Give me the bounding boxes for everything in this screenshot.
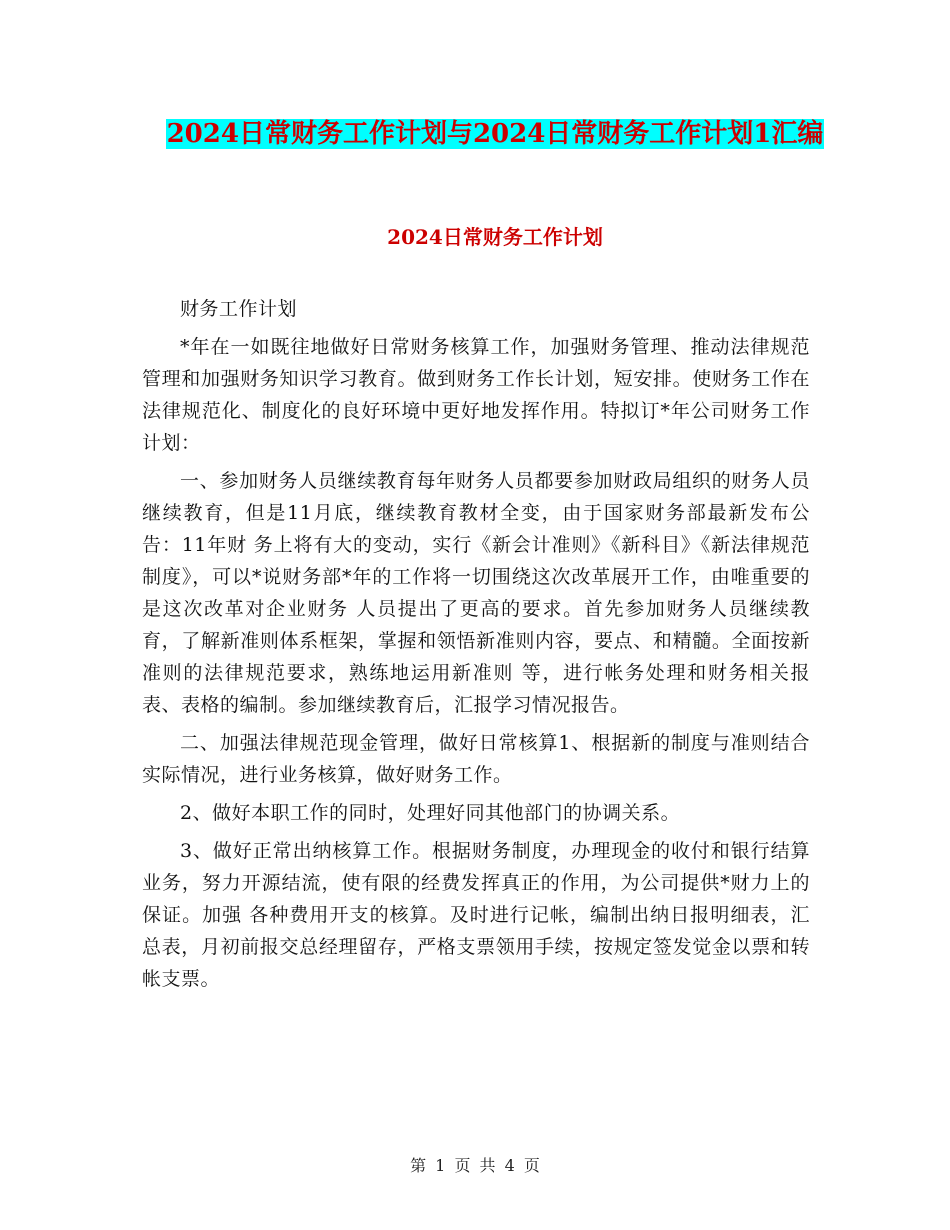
title-highlight: 2024日常财务工作计划与2024日常财务工作计划1汇编: [166, 119, 824, 149]
section-title: 2024日常财务工作计划: [387, 225, 603, 249]
paragraph-item-2-3: 3、做好正常出纳核算工作。根据财务制度，办理现金的收付和银行结算业务，努力开源结流，使有限的经费发挥真正的作用，为公司提供*财力上的保证。加强 各种费用开支的核算。及时进行记帐，编制出纳日报明细表，汇总表，月初前报交总经理留存，严格支票领用手续，按规定签发觉金以票和转帐支票。: [142, 840, 810, 990]
page-number-footer: 第 1 页 共 4 页: [410, 1156, 540, 1175]
paragraph-item-2: 二、加强法律规范现金管理，做好日常核算1、根据新的制度与准则结合实际情况，进行业务核算，做好财务工作。: [142, 732, 810, 786]
paragraph-item-1: 一、参加财务人员继续教育每年财务人员都要参加财政局组织的财务人员继续教育，但是11月底，继续教育教材全变，由于国家财务部最新发布公告：11年财 务上将有大的变动，实行《新会计准则》《新科目》《新法律规范制度》，可以*说财务部*年的工作将一切围绕这次改革展开工作，由唯重要的是这次改革对企业财务 人员提出了更高的要求。首先参加财务人员继续教育，了解新准则体系框架，掌握和领悟新准则内容，要点、和精髓。全面按新准则的法律规范要求，熟练地运用新准则 等，进行帐务处理和财务相关报表、表格的编制。参加继续教育后，汇报学习情况报告。: [142, 470, 810, 716]
paragraph-intro: *年在一如既往地做好日常财务核算工作，加强财务管理、推动法律规范管理和加强财务知识学习教育。做到财务工作长计划，短安排。使财务工作在法律规范化、制度化的良好环境中更好地发挥作用。特拟订*年公司财务工作计划：: [142, 336, 810, 454]
document-body: [142, 293, 810, 1001]
document-title: [140, 112, 850, 156]
paragraph-heading: 财务工作计划: [180, 298, 298, 320]
paragraph-item-2-2: 2、做好本职工作的同时，处理好同其他部门的协调关系。: [180, 802, 681, 824]
